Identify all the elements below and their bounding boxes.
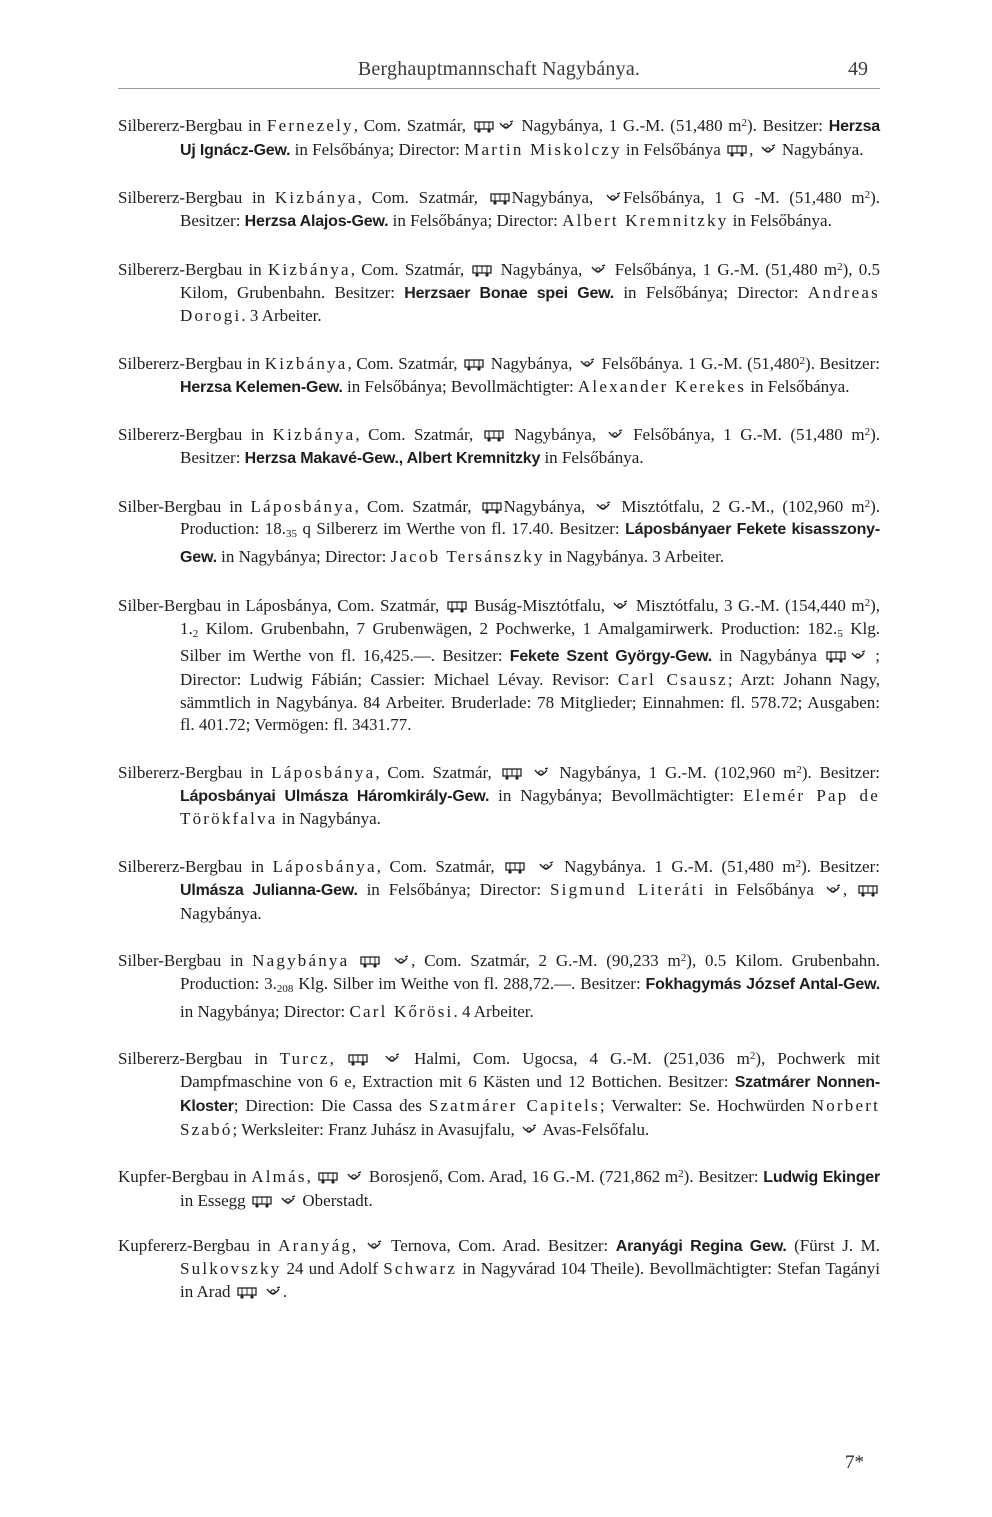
post-horn-icon bbox=[825, 884, 841, 896]
list-item: Silber-Bergbau in Láposbánya, Com. Szatmár, Buság-Misztótfalu, Misztótfalu, 3 G.-M. (154,440 $m^2$), $1._2$ Kilom. Grubenbahn, 7 Grubenwägen, 2 Pochwerke, 1 Amalgamirwerk. Production: $182._5$ Klg. Silber im Werthe von fl. 16,425.—. Besitzer: Fekete Szent György-Gew. in Nagybánya ; Director: Ludwig Fábián; Cassier: Michael Lévay. Revisor: Carl Csausz; Arzt: Johann Nagy, sämmtlich in Nagybánya. 84 Arbeiter. Bruderlade: 78 Mitglieder; Einnahmen: fl. 578.72; Ausgaben: fl. 401.72; Vermögen: fl. 3431.77. bbox=[118, 595, 881, 735]
post-horn-icon bbox=[760, 144, 776, 156]
list-item: Kupfer-Bergbau in Almás, Borosjenő, Com. Arad, 16 G.-M. (721,862 $m^2$). Besitzer: Ludwig Ekinger in Essegg Oberstadt. bbox=[118, 1167, 880, 1210]
entry-list bbox=[118, 112, 880, 1326]
owner-name: Szatmárer Nonnen-Kloster bbox=[180, 1074, 881, 1115]
mine-wagon-icon bbox=[474, 119, 494, 133]
post-horn-icon bbox=[605, 192, 621, 204]
post-horn-icon bbox=[384, 1053, 400, 1065]
post-horn-icon bbox=[579, 358, 595, 370]
mine-wagon-icon bbox=[727, 143, 747, 157]
list-item: Silbererz-Bergbau in Fernezely, Com. Szatmár, Nagybánya, 1 G.-M. (51,480 $m^2$). Besitzer: Herzsa Uj Ignácz-Gew. in Felsőbánya; Director: Martin Miskolczy in Felsőbánya , Nagybánya. bbox=[118, 116, 880, 159]
list-item: Silbererz-Bergbau in Kizbánya, Com. Szatmár, Nagybánya, Felsőbánya, 1 G.-M. (51,480 $m^2$), 0.5 Kilom, Grubenbahn. Besitzer: Herzsaer Bonae spei Gew. in Felsőbánya; Director: Andreas Dorogi. 3 Arbeiter. bbox=[118, 259, 880, 326]
post-horn-icon bbox=[393, 955, 409, 967]
post-horn-icon bbox=[366, 1240, 382, 1252]
owner-name: Herzsa Uj Ignácz-Gew. bbox=[180, 118, 880, 159]
signature-mark: 7* bbox=[845, 1452, 864, 1473]
mine-wagon-icon bbox=[858, 883, 878, 897]
mine-wagon-icon bbox=[505, 860, 525, 874]
page-number: 49 bbox=[848, 58, 868, 80]
owner-name: Ulmásza Julianna-Gew. bbox=[180, 881, 358, 899]
mine-wagon-icon bbox=[472, 263, 492, 277]
owner-name: Herzsaer Bonae spei Gew. bbox=[404, 284, 615, 302]
list-item: Silbererz-Bergbau in Láposbánya, Com. Szatmár, Nagybánya, 1 G.-M. (102,960 $m^2$). Besitzer: Láposbányai Ulmásza Háromkirály-Gew. in Nagybánya; Bevollmächtigter: Elemér Pap de Törökfalva in Nagybánya. bbox=[118, 763, 881, 829]
list-item: Silber-Bergbau in Nagybánya , Com. Szatmár, 2 G.-M. (90,233 $m^2$), 0.5 Kilom. Grubenbahn. Production: $3._{208}$ Klg. Silber im Weithe von fl. 288,72.—. Besitzer: Fokhagymás József Antal-Gew. in Nagybánya; Director: Carl Kőrösi. 4 Arbeiter. bbox=[118, 951, 880, 1021]
owner-name: Herzsa Makavé-Gew., Albert Kremnitzky bbox=[244, 450, 541, 468]
mine-wagon-icon bbox=[502, 766, 522, 780]
post-horn-icon bbox=[346, 1171, 362, 1183]
list-item: Silbererz-Bergbau in Kizbánya, Com. Szatmár, Nagybánya, Felsőbánya. 1 G.-M. (51,480$^2$). Besitzer: Herzsa Kelemen-Gew. in Felsőbánya; Bevollmächtigter: Alexander Kerekes in Felsőbánya. bbox=[118, 353, 880, 396]
post-horn-icon bbox=[280, 1195, 296, 1207]
list-item: Kupfererz-Bergbau in Aranyág, Ternova, Com. Arad. Besitzer: Aranyági Regina Gew. (Fürst J. M. Sulkovszky 24 und Adolf Schwarz in Nagyvárad 104 Theile). Bevollmächtigter: Stefan Tagányi in Arad . bbox=[118, 1235, 880, 1302]
mine-wagon-icon bbox=[252, 1194, 272, 1208]
list-item: Silbererz-Bergbau in Láposbánya, Com. Szatmár, Nagybánya. 1 G.-M. (51,480 $m^2$). Besitzer: Ulmásza Julianna-Gew. in Felsőbánya; Director: Sigmund Literáti in Felsőbánya , Nagybánya. bbox=[118, 857, 880, 923]
mine-wagon-icon bbox=[318, 1170, 338, 1184]
list-item: Silbererz-Bergbau in Kizbánya, Com. Szatmár, Nagybánya, Felsőbánya, 1 G.-M. (51,480 $m^2$). Besitzer: Herzsa Makavé-Gew., Albert Kremnitzky in Felsőbánya. bbox=[118, 425, 880, 468]
list-item: Silber-Bergbau in Láposbánya, Com. Szatmár, Nagybánya, Misztótfalu, 2 G.-M., (102,960 $m^2$). Production: $18._{35}$ q Silbererz im Werthe von fl. 17.40. Besitzer: Láposbányaer Fekete kisasszony-Gew. in Nagybánya; Director: Jacob Tersánszky in Nagybánya. 3 Arbeiter. bbox=[118, 496, 880, 567]
owner-name: Fekete Szent György-Gew. bbox=[509, 648, 713, 666]
owner-name: Aranyági Regina Gew. bbox=[615, 1237, 787, 1255]
mine-wagon-icon bbox=[360, 954, 380, 968]
mine-wagon-icon bbox=[484, 428, 504, 442]
page-title: Berghauptmannschaft Nagybánya. bbox=[357, 58, 641, 80]
post-horn-icon bbox=[498, 120, 514, 132]
post-horn-icon bbox=[612, 600, 628, 612]
mine-wagon-icon bbox=[464, 357, 484, 371]
mine-wagon-icon bbox=[490, 191, 510, 205]
list-item: Silbererz-Bergbau in Kizbánya, Com. Szatmár, Nagybánya, Felsőbánya, 1 G -M. (51,480 $m^2$). Besitzer: Herzsa Alajos-Gew. in Felsőbánya; Director: Albert Kremnitzky in Felsőbánya. bbox=[118, 188, 880, 231]
post-horn-icon bbox=[265, 1286, 281, 1298]
post-horn-icon bbox=[850, 650, 866, 662]
mine-wagon-icon bbox=[826, 649, 846, 663]
post-horn-icon bbox=[607, 429, 623, 441]
post-horn-icon bbox=[533, 767, 549, 779]
owner-name: Herzsa Alajos-Gew. bbox=[244, 213, 389, 231]
mine-wagon-icon bbox=[237, 1285, 257, 1299]
owner-name: Herzsa Kelemen-Gew. bbox=[180, 378, 343, 396]
owner-name: Láposbányai Ulmásza Háromkirály-Gew. bbox=[180, 787, 490, 805]
post-horn-icon bbox=[590, 264, 606, 276]
owner-name: Ludwig Ekinger bbox=[763, 1169, 880, 1187]
post-horn-icon bbox=[538, 861, 554, 873]
mine-wagon-icon bbox=[482, 500, 502, 514]
mine-wagon-icon bbox=[348, 1052, 368, 1066]
post-horn-icon bbox=[595, 501, 611, 513]
list-item: Silbererz-Bergbau in Turcz, Halmi, Com. Ugocsa, 4 G.-M. (251,036 $m^2$), Pochwerk mit Dampfmaschine von 6 e, Extraction mit 6 Kästen und 12 Bottichen. Besitzer: Szatmárer Nonnen-Kloster; Direction: Die Cassa des Szatmárer Capitels; Verwalter: Se. Hochwürden Norbert Szabó; Werksleiter: Franz Juhász in Avasujfalu, Avas-Felsőfalu. bbox=[118, 1049, 881, 1139]
owner-name: Láposbányaer Fekete kisasszony-Gew. bbox=[180, 521, 880, 567]
post-horn-icon bbox=[521, 1124, 537, 1136]
running-head bbox=[118, 58, 880, 89]
owner-name: Fokhagymás József Antal-Gew. bbox=[645, 975, 880, 993]
mine-wagon-icon bbox=[447, 599, 467, 613]
